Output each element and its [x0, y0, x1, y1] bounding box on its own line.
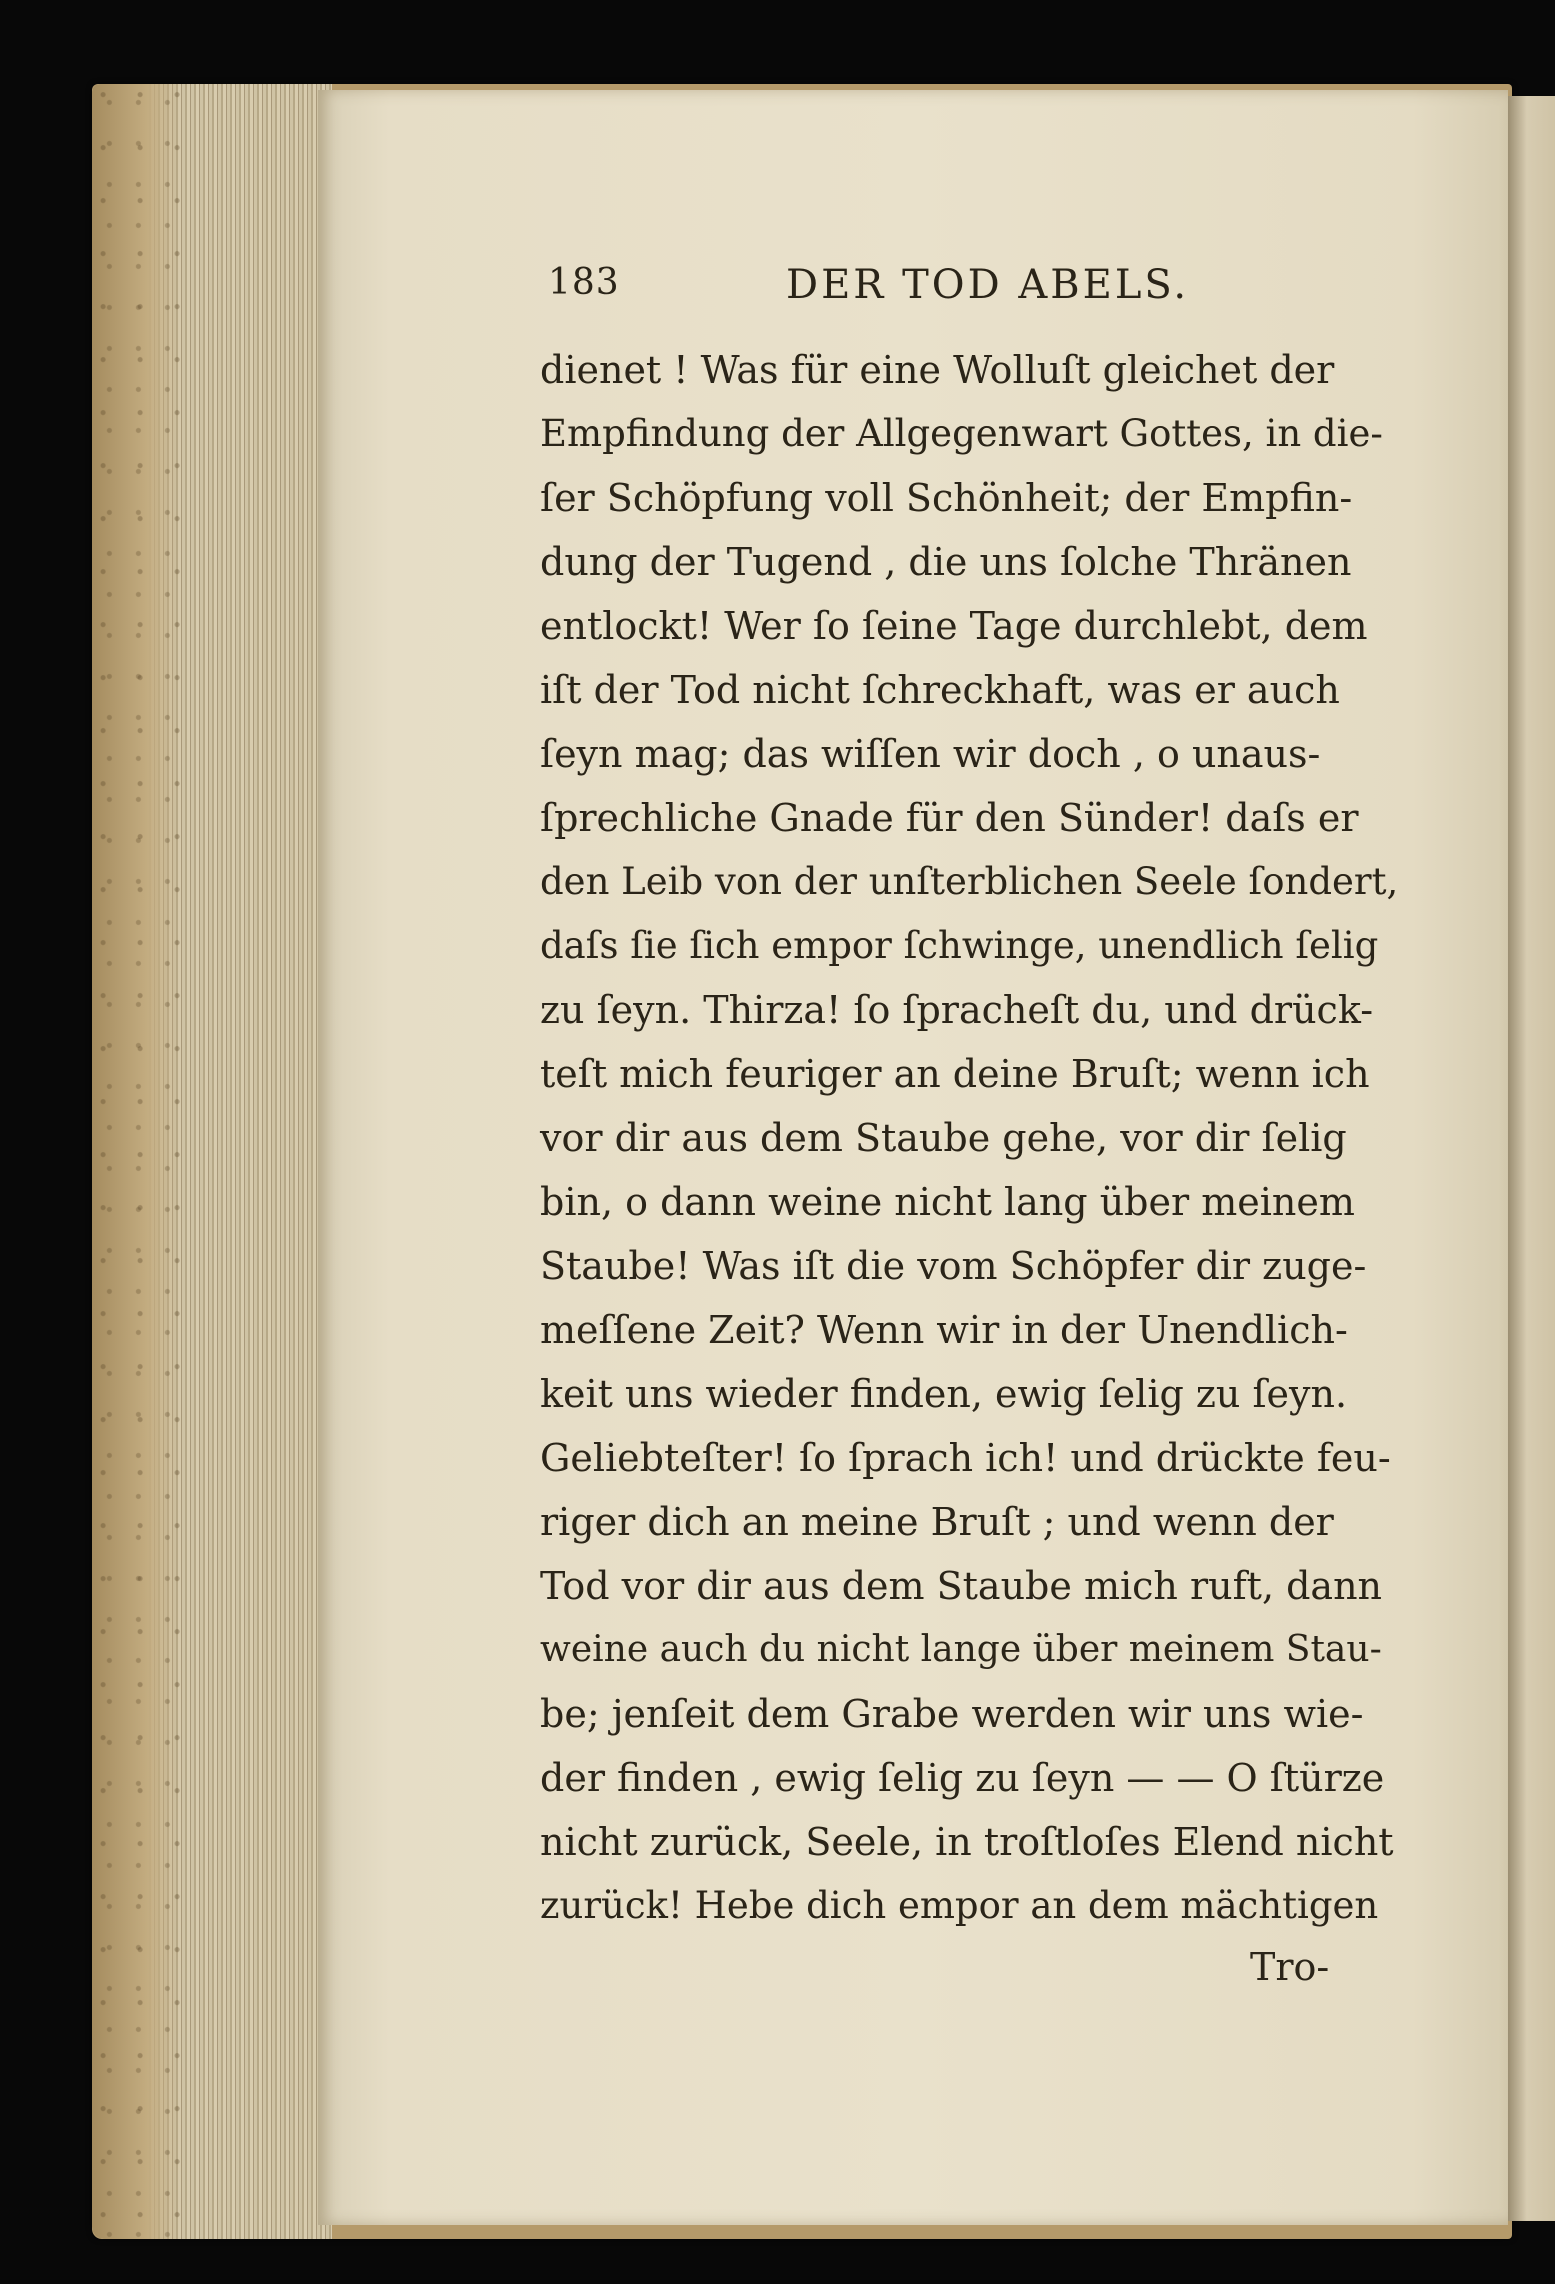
text-line: [540, 466, 1400, 530]
text-line: [540, 1042, 1400, 1106]
running-head: [548, 262, 1398, 322]
text-line-content: ſprechliche Gnade für den Sünder! daſs er: [540, 796, 1359, 840]
text-line-content: Empfindung der Allgegenwart Gottes, in die-: [540, 412, 1383, 455]
text-line: [540, 786, 1400, 850]
text-line: [540, 338, 1400, 402]
text-line-content: entlockt! Wer ſo ſeine Tage durchlebt, dem: [540, 604, 1368, 648]
text-line-content: daſs ſie ſich empor ſchwinge, unendlich ſelig: [540, 924, 1379, 967]
text-line-content: zurück! Hebe dich empor an dem mächtigen: [540, 1884, 1379, 1927]
body-text: [540, 338, 1400, 1938]
text-line-content: be; jenſeit dem Grabe werden wir uns wie-: [540, 1692, 1364, 1736]
text-line: [540, 1170, 1400, 1234]
text-line: [540, 1874, 1400, 1938]
running-title: DER TOD ABELS.: [786, 262, 1190, 308]
text-line-content: der finden , ewig ſelig zu ſeyn — — O ſtürze: [540, 1756, 1385, 1800]
facing-page-edge: [1508, 96, 1555, 2221]
text-line-content: zu ſeyn. Thirza! ſo ſpracheſt du, und drück-: [540, 988, 1374, 1032]
text-line-content: Tod vor dir aus dem Staube mich ruft, dann: [540, 1564, 1383, 1608]
text-line: [540, 1746, 1400, 1810]
text-line-content: meſſene Zeit? Wenn wir in der Unendlich-: [540, 1308, 1348, 1352]
text-line: [540, 1234, 1400, 1298]
text-line-content: nicht zurück, Seele, in troſtloſes Elend nicht: [540, 1820, 1394, 1864]
catchword: Tro-: [1250, 1945, 1330, 1989]
text-line: [540, 1426, 1400, 1490]
text-line: [540, 1362, 1400, 1426]
text-line: [540, 530, 1400, 594]
text-line: [540, 594, 1400, 658]
text-line-content: teſt mich feuriger an deine Bruſt; wenn ich: [540, 1052, 1370, 1096]
text-line-content: dung der Tugend , die uns ſolche Thränen: [540, 540, 1352, 584]
text-line: [540, 402, 1400, 466]
text-line: [540, 722, 1400, 786]
text-line: [540, 1618, 1400, 1682]
text-line: [540, 1810, 1400, 1874]
foxed-edge: [92, 84, 182, 2239]
text-line-content: bin, o dann weine nicht lang über meinem: [540, 1180, 1355, 1224]
text-line-content: dienet ! Was für eine Wolluſt gleichet der: [540, 348, 1335, 392]
text-line: [540, 978, 1400, 1042]
page-number: 183: [548, 262, 620, 303]
text-line: [540, 1298, 1400, 1362]
text-line: [540, 850, 1400, 914]
text-line: [540, 1554, 1400, 1618]
text-line-content: den Leib von der unſterblichen Seele ſondert,: [540, 860, 1399, 903]
text-line: [540, 914, 1400, 978]
text-line-content: Staube! Was iſt die vom Schöpfer dir zuge-: [540, 1244, 1367, 1288]
text-line-content: ſer Schöpfung voll Schönheit; der Empfin-: [540, 476, 1353, 520]
text-line-content: iſt der Tod nicht ſchreckhaft, was er auch: [540, 668, 1340, 712]
text-line: [540, 1682, 1400, 1746]
text-line: [540, 658, 1400, 722]
text-line-content: Geliebteſter! ſo ſprach ich! und drückte feu-: [540, 1436, 1391, 1480]
text-line-content: ſeyn mag; das wiſſen wir doch , o unaus-: [540, 732, 1321, 776]
text-line: [540, 1106, 1400, 1170]
text-line-content: riger dich an meine Bruſt ; und wenn der: [540, 1500, 1334, 1544]
text-line-content: weine auch du nicht lange über meinem Stau-: [540, 1629, 1382, 1670]
text-line-content: keit uns wieder finden, ewig ſelig zu ſeyn.: [540, 1372, 1348, 1416]
text-line: [540, 1490, 1400, 1554]
text-line-content: vor dir aus dem Staube gehe, vor dir ſelig: [540, 1116, 1347, 1160]
